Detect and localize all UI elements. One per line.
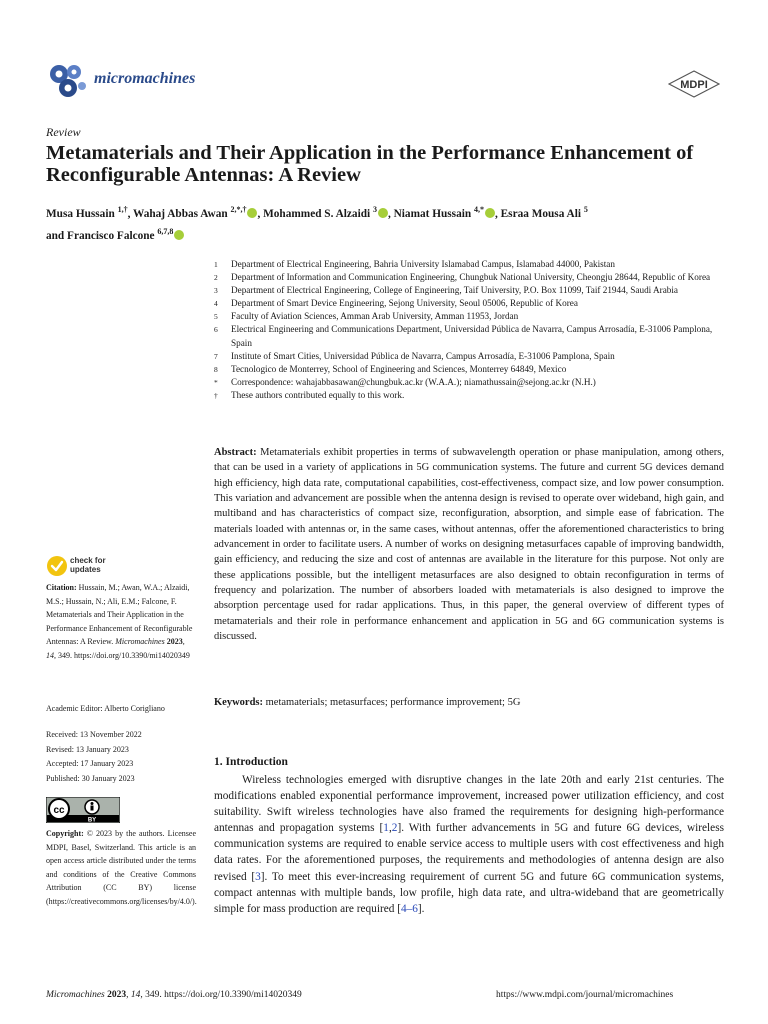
introduction-paragraph [214, 772, 724, 917]
affiliation-text: Electrical Engineering and Communications Department, Universidad Pública de Navarra, Campus Arrosadía, E-31006 Pamplona, Spain [231, 324, 713, 348]
citation-journal: Micromachines [115, 637, 165, 647]
affiliation-text: Faculty of Aviation Sciences, Amman Arab University, Amman 11953, Jordan [231, 311, 519, 322]
author-affiliation-mark: 2,*,† [230, 205, 247, 214]
orcid-icon[interactable] [174, 230, 184, 240]
academic-editor: Academic Editor: Alberto Corigliano [46, 704, 165, 713]
citation-year: 2023 [166, 637, 183, 647]
footer-citation: Micromachines 2023, 14, 349. https://doi.org/10.3390/mi14020349 [46, 990, 302, 1000]
author-separator: , [494, 207, 501, 220]
copyright-text: © 2023 by the authors. Licensee MDPI, Basel, Switzerland. This article is an open access article distributed under the terms and conditions of the Creative Commons Attribution (CC BY) license (https://creativecommons.org/licenses/by/4.0/). [46, 829, 197, 906]
keywords [214, 697, 724, 708]
author-affiliation-mark: 1,† [117, 205, 128, 214]
affiliation-item [214, 323, 724, 349]
affiliation-item [214, 258, 724, 271]
author-name: Musa Hussain [46, 207, 115, 220]
author-list [46, 201, 726, 245]
introduction-text: Wireless technologies emerged with disruptive changes in the late 20th and early 21st centuries. The modifications enabled exponential performance improvement, increased power utilization efficiency, and cost suitability. Swift wireless technologies have also framed the requirements for designing high-performance antennas and propagation systems [ [214, 774, 724, 835]
cc-badge-text: BY [87, 817, 97, 823]
affiliations [214, 258, 724, 402]
affiliation-mark: 3 [214, 286, 218, 296]
affiliation-mark: 4 [214, 299, 218, 309]
author-affiliation-mark: 6,7,8 [157, 226, 174, 236]
orcid-icon[interactable] [485, 208, 495, 218]
article-type: Review [46, 125, 81, 139]
publisher-name: MDPI [680, 79, 708, 91]
author-affiliation-mark: 5 [583, 205, 588, 214]
affiliation-item [214, 389, 724, 402]
affiliation-text: Correspondence: wahajabbasawan@chungbuk.ac.kr (W.A.A.); niamathussain@sejong.ac.kr (N.H.) [231, 376, 596, 387]
check-for-updates-line2: updates [70, 565, 101, 574]
author-name: Esraa Mousa Ali [500, 207, 581, 220]
date-received: Received: 13 November 2022 [46, 730, 142, 739]
affiliation-text: Department of Smart Device Engineering, Sejong University, Seoul 05006, Republic of Korea [231, 298, 578, 309]
citation-label: Citation: [46, 583, 77, 592]
affiliation-mark: † [214, 390, 218, 400]
affiliation-item [214, 284, 724, 297]
citation-link[interactable]: 4–6 [400, 902, 418, 915]
affiliation-item [214, 310, 724, 323]
affiliation-text: Department of Electrical Engineering, College of Engineering, Taif University, P.O. Box 11099, Taif 21944, Saudi Arabia [231, 285, 679, 296]
affiliation-item [214, 271, 724, 284]
citation-link[interactable]: 2 [391, 822, 398, 835]
section-heading-introduction: 1. Introduction [214, 756, 288, 768]
paper-title: Metamaterials and Their Application in the Performance Enhancement of Reconfigurable Antennas: A Review [46, 142, 694, 186]
affiliation-item [214, 350, 724, 363]
introduction-text: , [388, 822, 392, 835]
author-separator: , [387, 207, 394, 220]
copyright-label: Copyright: [46, 829, 84, 838]
author-name: Wahaj Abbas Awan [133, 207, 228, 220]
article-dates [46, 728, 196, 787]
abstract-label: Abstract: [214, 447, 257, 458]
footer-journal: Micromachines [46, 990, 105, 1000]
author-affiliation-mark: 3 [372, 205, 377, 214]
date-published: Published: 30 January 2023 [46, 774, 135, 784]
abstract [214, 445, 724, 644]
author-name: and Francisco Falcone [46, 229, 155, 242]
author-name: Niamat Hussain [393, 207, 472, 220]
affiliation-mark: 6 [214, 325, 218, 335]
affiliation-text: Department of Electrical Engineering, Bahria University Islamabad Campus, Islamabad 44000, Pakistan [231, 259, 615, 269]
affiliation-item [214, 363, 724, 376]
check-for-updates-icon[interactable] [46, 555, 68, 577]
footer-volume: 14 [130, 990, 141, 1000]
affiliation-mark: 2 [214, 273, 218, 283]
orcid-icon[interactable] [247, 208, 257, 218]
affiliation-mark: * [214, 377, 218, 387]
affiliation-text: These authors contributed equally to this work. [231, 389, 405, 400]
affiliation-mark: 1 [214, 260, 218, 269]
keywords-text: metamaterials; metasurfaces; performance improvement; 5G [265, 697, 521, 708]
date-revised: Revised: 13 January 2023 [46, 744, 129, 754]
journal-logo-icon [46, 60, 88, 100]
citation-link[interactable]: 1 [383, 822, 389, 835]
introduction-text: ]. [417, 902, 425, 915]
citation-text: Hussain, M.; Awan, W.A.; Alzaidi, M.S.; Hussain, N.; Ali, E.M.; Falcone, F. Metamaterials and Their Application in the Performance Enhancement of Reconfigurable Antennas: A Review. [46, 583, 193, 647]
affiliation-mark: 5 [214, 312, 218, 322]
affiliation-text: Tecnologico de Monterrey, School of Engineering and Sciences, Monterrey 64849, Mexico [231, 363, 567, 374]
introduction-text: ]. To meet this ever-increasing requirement of current 5G and future 6G communication systems, compact antennas with multiple bands, low profile, high data rate, and ultra-wideband that are geometrically simple for mass production are required [ [214, 870, 725, 915]
introduction-text: ]. With further advancements in 5G and future 6G devices, wireless communication systems are required to enable service access to multiple users with cost effectiveness and high data rates. For the aforementioned purposes, the requirements and methodologies of antenna design are also revised [ [214, 822, 724, 883]
affiliation-text: Department of Information and Communication Engineering, Chungbuk National University, Cheongju 28644, Republic of Korea [231, 272, 711, 283]
citation-link[interactable]: 3 [255, 870, 261, 883]
mdpi-logo-icon [668, 70, 720, 98]
journal-name: micromachines [94, 70, 196, 87]
footer-year: 2023 [107, 990, 127, 1000]
svg-text:cc: cc [53, 805, 65, 816]
check-for-updates-line1: check for [70, 556, 106, 565]
author-separator: , [127, 207, 134, 220]
footer-journal-url[interactable]: https://www.mdpi.com/journal/micromachines [496, 990, 674, 1000]
cc-by-license-icon[interactable] [46, 797, 120, 823]
affiliation-item [214, 297, 724, 310]
citation-volume: 14 [46, 650, 54, 660]
keywords-label: Keywords: [214, 697, 263, 708]
affiliation-item [214, 376, 724, 389]
affiliation-mark: 8 [214, 364, 218, 374]
citation-block: Citation: Hussain, M.; Awan, W.A.; Alzaidi, M.S.; Hussain, N.; Ali, E.M.; Falcone, F. Metamaterials and Their Application in the Performance Enhancement of Reconfigurable Antennas: A Review. Micromachines 2023, 14, 349. https://doi.org/10.3390/mi14020349 [46, 583, 193, 660]
author-name: Mohammed S. Alzaidi [263, 207, 371, 220]
footer-doi[interactable]: , 349. https://doi.org/10.3390/mi14020349 [140, 990, 302, 1000]
citation-doi[interactable]: , 349. https://doi.org/10.3390/mi14020349 [54, 650, 190, 660]
date-accepted: Accepted: 17 January 2023 [46, 759, 134, 769]
abstract-text: Metamaterials exhibit properties in terms of subwavelength operation or phase manipulation, among others, that can be used in a variety of applications in 5G communication systems. The future and current 5G devices demand high efficiency, high data rate, computational capabilities, cost-effectiveness, compact size, and low power consumption. This variation and advancement are possible when the antenna design is revised to operate over wideband, high gain, and multiband and has characteristics of compact size, reconfiguration, absorption, and simple ease of fabrication. The materials loaded with antennas or, in the same cases, without antennas, offer the aforementioned characteristics to bring advancement in order to facilitate users. A number of works on designing metasurfaces capable of improving bandwidth, gain efficiency, and reducing the size and cost of antennas are available in the literature for this purpose. Not only are these applications possible, but the intelligent metasurfaces are also designed to obtain reconfiguration in terms of frequency and polarization. The number of absorbers loaded with metamaterials is also designed to improve the absorption percentage used for radar applications. Thus, in this paper, the general overview of different types of metamaterials and their role in performance enhancement and application in 5G and 6G communication systems is discussed. [214, 447, 724, 643]
orcid-icon[interactable] [378, 208, 388, 218]
affiliation-text: Institute of Smart Cities, Universidad Pública de Navarra, Campus Arrosadía, E-31006 Pamplona, Spain [231, 350, 615, 361]
author-separator: , [257, 207, 264, 220]
copyright-notice [46, 827, 196, 908]
check-for-updates-label[interactable] [70, 556, 106, 574]
author-affiliation-mark: 4,* [473, 205, 484, 214]
affiliation-mark: 7 [214, 351, 218, 361]
